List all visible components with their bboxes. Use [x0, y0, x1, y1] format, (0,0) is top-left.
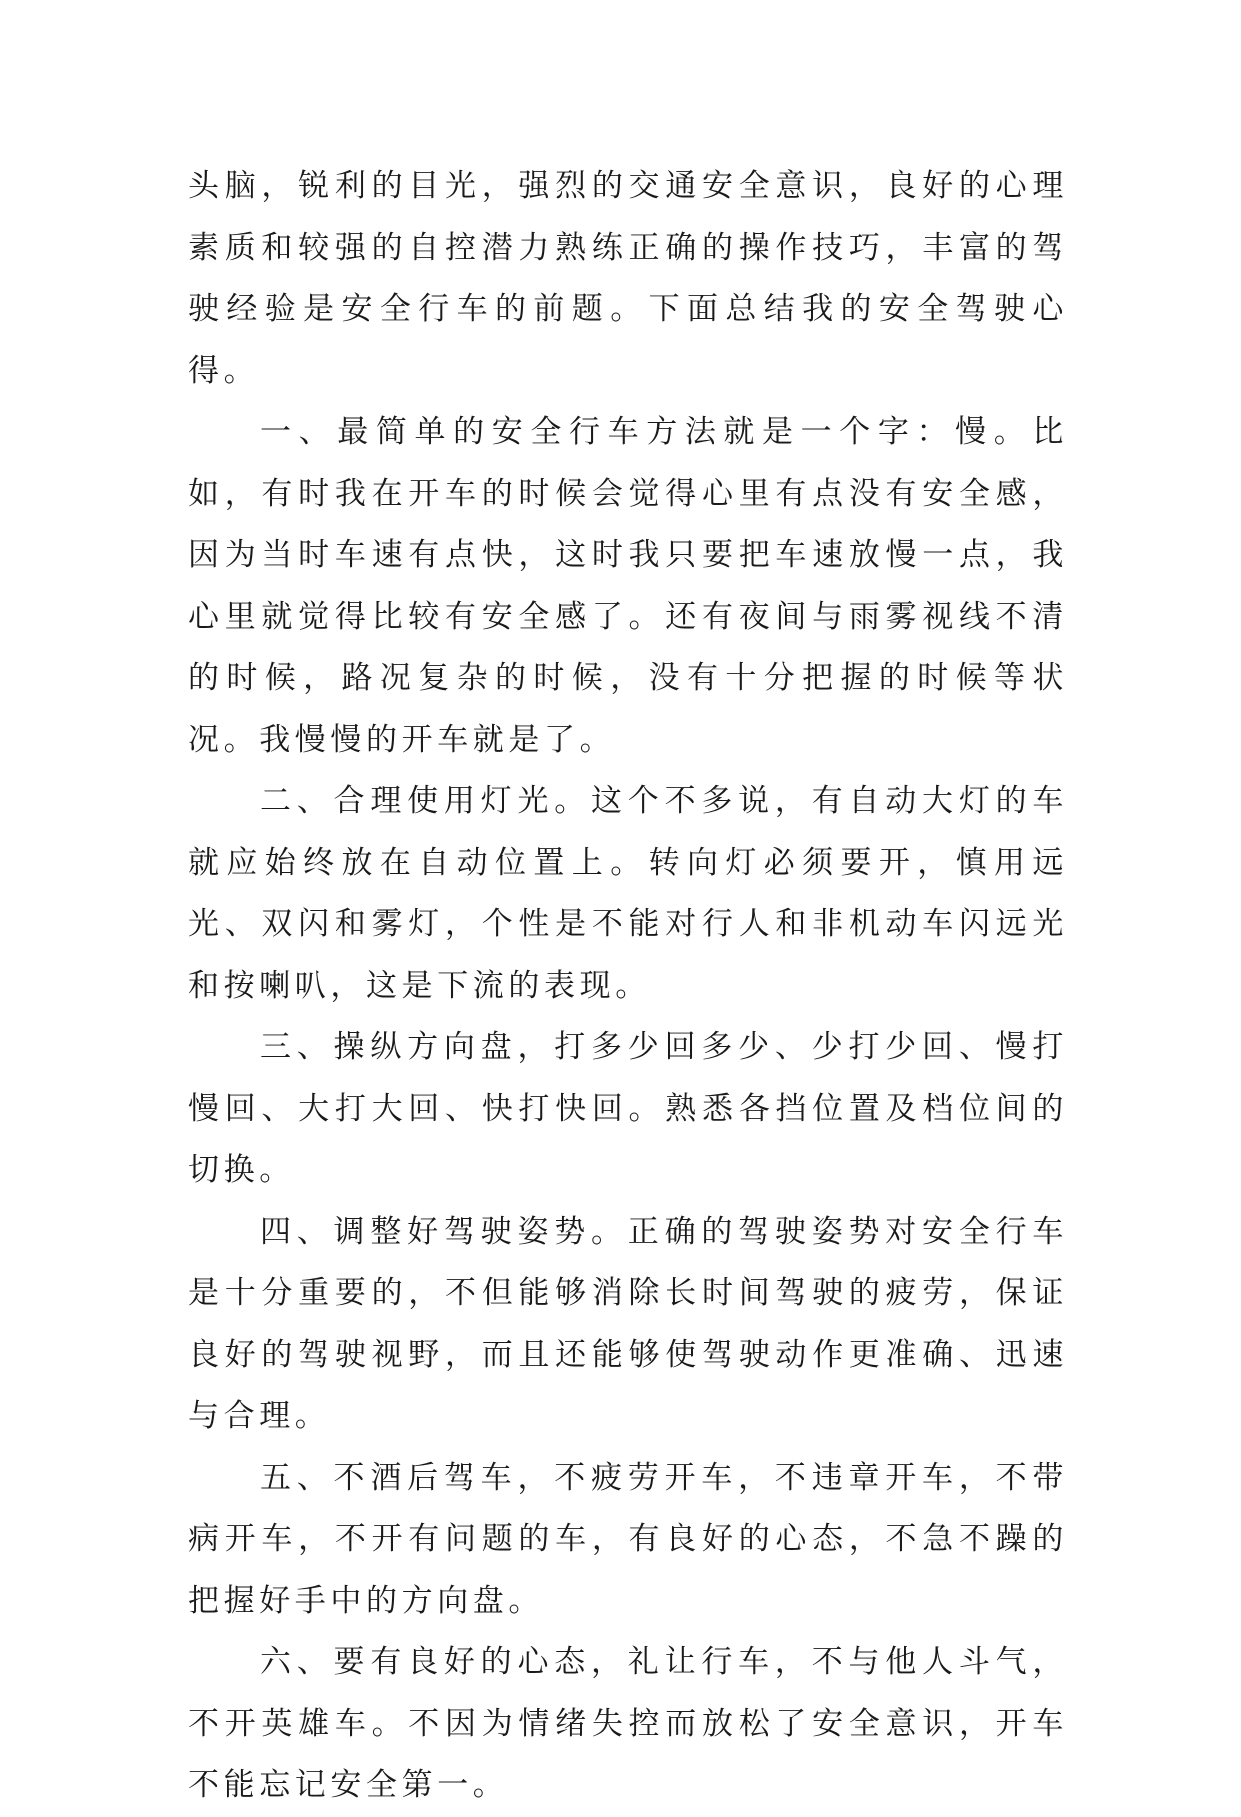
paragraph-point-3: 三、操纵方向盘，打多少回多少、少打少回、慢打慢回、大打大回、快打快回。熟悉各挡位置及档位间的切换。 [188, 1029, 1068, 1188]
paragraph-point-1: 一、最简单的安全行车方法就是一个字：慢。比如，有时我在开车的时候会觉得心里有点没有安全感，因为当时车速有点快，这时我只要把车速放慢一点，我心里就觉得比较有安全感了。还有夜间与雨雾视线不清的时候，路况复杂的时候，没有十分把握的时候等状况。我慢慢的开车就是了。 [188, 414, 1068, 758]
paragraph-point-5: 五、不酒后驾车，不疲劳开车，不违章开车，不带病开车，不开有问题的车，有良好的心态，不急不躁的把握好手中的方向盘。 [188, 1459, 1068, 1619]
paragraph-intro-continuation: 头脑，锐利的目光，强烈的交通安全意识，良好的心理素质和较强的自控潜力熟练正确的操作技巧，丰富的驾驶经验是安全行车的前题。下面总结我的安全驾驶心得。 [188, 168, 1068, 389]
paragraph-point-2: 二、合理使用灯光。这个不多说，有自动大灯的车就应始终放在自动位置上。转向灯必须要开，慎用远光、双闪和雾灯，个性是不能对行人和非机动车闪远光和按喇叭，这是下流的表现。 [188, 783, 1068, 1004]
document-body [188, 156, 1068, 1817]
paragraph-point-6: 六、要有良好的心态，礼让行车，不与他人斗气，不开英雄车。不因为情绪失控而放松了安全意识，开车不能忘记安全第一。 [188, 1644, 1068, 1803]
paragraph-point-4: 四、调整好驾驶姿势。正确的驾驶姿势对安全行车是十分重要的，不但能够消除长时间驾驶的疲劳，保证良好的驾驶视野，而且还能够使驾驶动作更准确、迅速与合理。 [188, 1213, 1068, 1434]
